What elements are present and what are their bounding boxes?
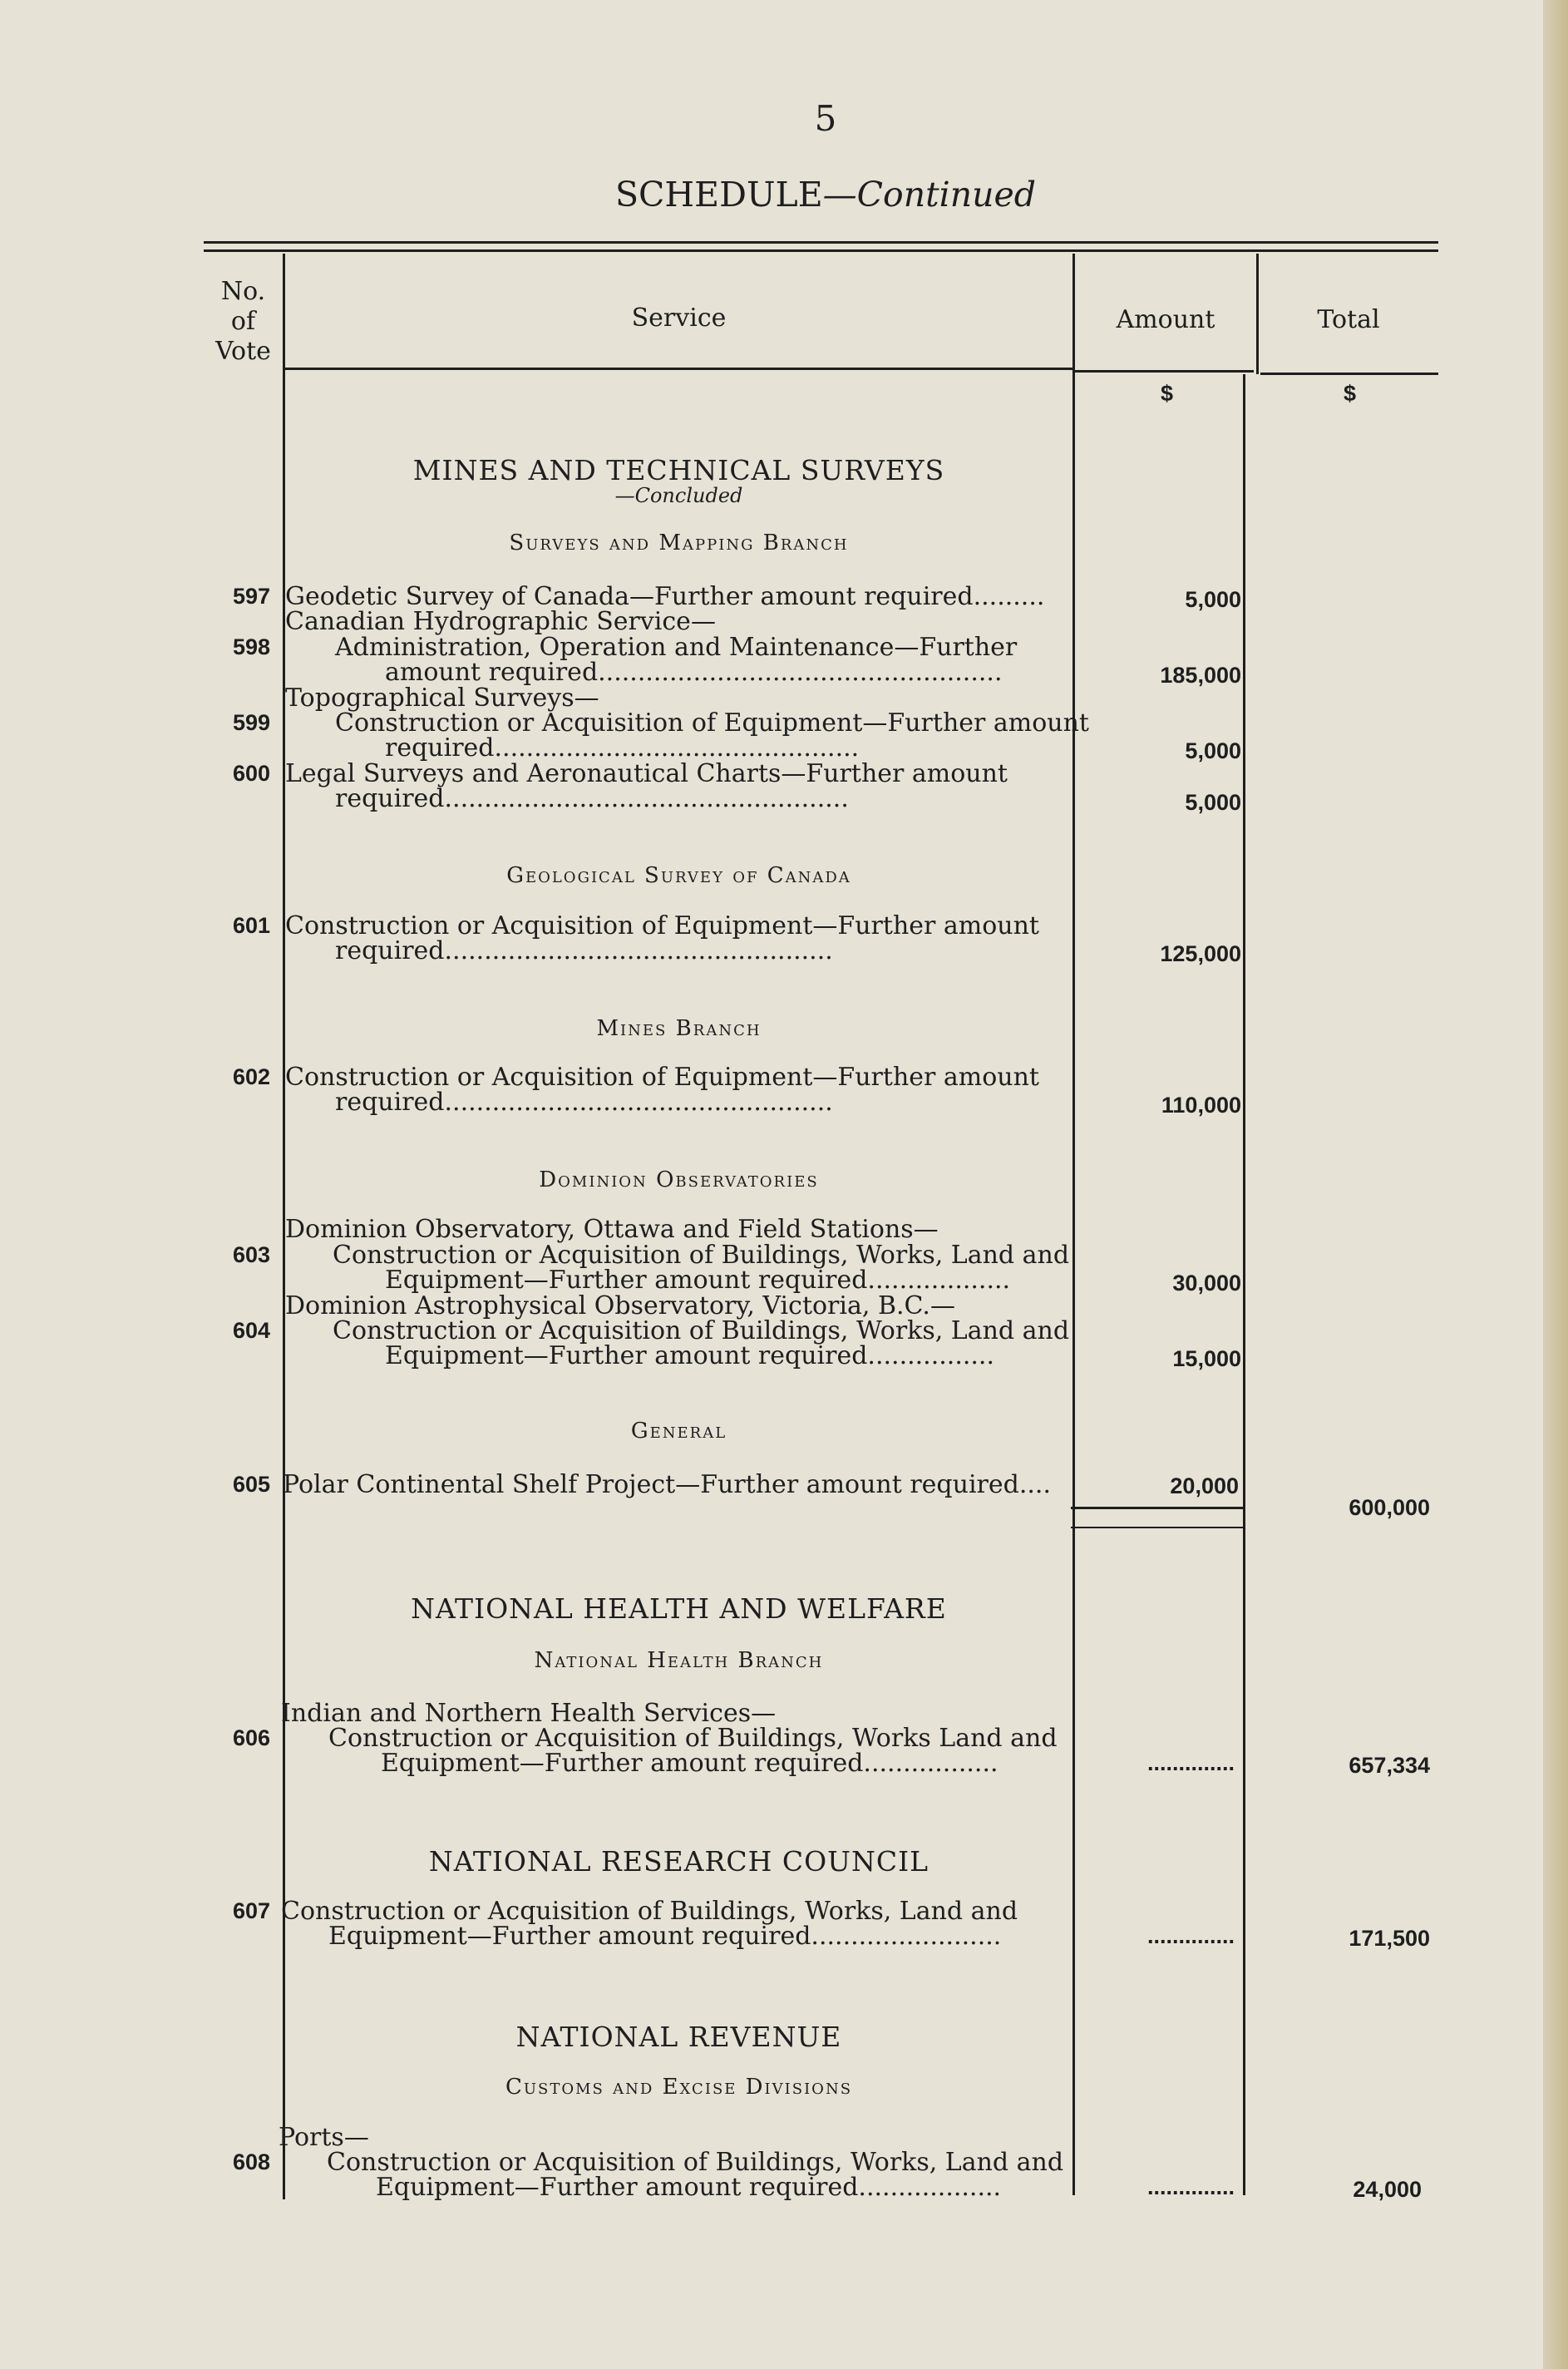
vote-number: 604 bbox=[232, 1318, 270, 1343]
service-text: Legal Surveys and Aeronautical Charts—Further amount bbox=[285, 759, 1008, 788]
branch-heading: National Health Branch bbox=[534, 1648, 824, 1673]
branch-heading: General bbox=[630, 1419, 727, 1444]
vote-number: 602 bbox=[232, 1064, 270, 1089]
vote-number: 608 bbox=[232, 2149, 270, 2174]
amount-value: 185,000 bbox=[1160, 663, 1241, 688]
header-rule-total bbox=[1260, 373, 1438, 375]
branch-heading: Geological Survey of Canada bbox=[506, 863, 851, 888]
total-value: 657,334 bbox=[1349, 1753, 1430, 1778]
branch-heading: Surveys and Mapping Branch bbox=[509, 531, 849, 555]
department-heading: NATIONAL REVENUE bbox=[515, 2021, 842, 2053]
service-text: Construction or Acquisition of Equipment—Further amount bbox=[285, 911, 1039, 940]
amount-value: 5,000 bbox=[1185, 738, 1241, 763]
service-text: Indian and Northern Health Services— bbox=[281, 1699, 777, 1728]
page-edge bbox=[1543, 0, 1568, 2369]
service-text: Polar Continental Shelf Project—Further amount required.... bbox=[283, 1470, 1051, 1499]
vote-number: 605 bbox=[232, 1472, 270, 1497]
amount-value: 5,000 bbox=[1185, 790, 1241, 815]
amount-value: 20,000 bbox=[1170, 1473, 1239, 1498]
service-text: Construction or Acquisition of Buildings, Works, Land and bbox=[281, 1897, 1018, 1926]
vote-number: 597 bbox=[232, 584, 270, 609]
service-text: Topographical Surveys— bbox=[285, 684, 599, 713]
total-value: 171,500 bbox=[1349, 1926, 1430, 1951]
page-number: 5 bbox=[814, 98, 837, 139]
service-text: Dominion Observatory, Ottawa and Field Stations— bbox=[285, 1215, 939, 1244]
subtotal-rule bbox=[1071, 1507, 1245, 1509]
service-text: Equipment—Further amount required.................. bbox=[385, 1266, 1011, 1295]
amount-value: 15,000 bbox=[1172, 1346, 1241, 1371]
service-text: required................................................... bbox=[335, 784, 849, 813]
service-text: required................................................. bbox=[335, 936, 833, 965]
department-heading: MINES AND TECHNICAL SURVEYS bbox=[412, 454, 945, 486]
title-main: SCHEDULE bbox=[614, 175, 823, 215]
service-text: Construction or Acquisition of Equipment—Further amount bbox=[335, 708, 1089, 738]
service-text: Construction or Acquisition of Buildings, Works, Land and bbox=[333, 1241, 1070, 1270]
department-heading: NATIONAL RESEARCH COUNCIL bbox=[428, 1845, 929, 1878]
service-text: Equipment—Further amount required................ bbox=[385, 1341, 995, 1370]
amount-column-header: Amount bbox=[1116, 305, 1215, 334]
amount-sep-rule bbox=[1071, 1527, 1245, 1528]
vote-column-header bbox=[204, 277, 283, 367]
service-text: amount required................................................... bbox=[385, 658, 1003, 687]
amount-value: 110,000 bbox=[1161, 1093, 1241, 1118]
branch-heading: Customs and Excise Divisions bbox=[505, 2075, 853, 2100]
service-text: Equipment—Further amount required........................ bbox=[328, 1922, 1002, 1951]
vote-number: 599 bbox=[232, 710, 270, 735]
vote-number: 601 bbox=[232, 913, 270, 938]
service-text: Canadian Hydrographic Service— bbox=[285, 607, 716, 636]
top-rule-2 bbox=[204, 249, 1438, 252]
amount-leader: .............. bbox=[1146, 2174, 1235, 2199]
department-total: 600,000 bbox=[1349, 1495, 1430, 1520]
service-text: Construction or Acquisition of Equipment—Further amount bbox=[285, 1063, 1039, 1092]
total-value: 24,000 bbox=[1353, 2177, 1422, 2202]
top-rule-1 bbox=[204, 241, 1438, 244]
vote-number: 600 bbox=[232, 761, 270, 786]
amount-value: 125,000 bbox=[1160, 941, 1241, 966]
col-rule-service bbox=[1072, 254, 1075, 2195]
vote-number: 606 bbox=[232, 1725, 270, 1750]
amount-leader: .............. bbox=[1146, 1750, 1235, 1775]
service-text: Construction or Acquisition of Buildings, Works, Land and bbox=[333, 1316, 1070, 1345]
vote-number: 598 bbox=[232, 634, 270, 659]
branch-heading: Mines Branch bbox=[596, 1016, 762, 1041]
service-text: Construction or Acquisition of Buildings, Works Land and bbox=[328, 1724, 1058, 1753]
branch-heading: Dominion Observatories bbox=[539, 1167, 819, 1192]
header-no: No. bbox=[220, 277, 266, 306]
header-of: of bbox=[230, 307, 256, 336]
total-unit: $ bbox=[1344, 381, 1357, 406]
department-heading: NATIONAL HEALTH AND WELFARE bbox=[411, 1592, 947, 1625]
total-column-header: Total bbox=[1317, 305, 1380, 334]
service-column-header: Service bbox=[631, 304, 727, 333]
header-vote: Vote bbox=[215, 337, 271, 366]
header-rule-amount bbox=[1075, 370, 1254, 373]
service-text: Dominion Astrophysical Observatory, Victoria, B.C.— bbox=[285, 1291, 955, 1320]
amount-leader: .............. bbox=[1146, 1923, 1235, 1948]
title-suffix: —Continued bbox=[822, 175, 1037, 215]
vote-number: 603 bbox=[232, 1242, 270, 1267]
col-rule-amount-lower bbox=[1243, 374, 1245, 2195]
service-text: Administration, Operation and Maintenance—Further bbox=[335, 633, 1018, 662]
service-text: Equipment—Further amount required.................. bbox=[376, 2173, 1002, 2202]
service-text: Ports— bbox=[279, 2123, 369, 2152]
service-text: Construction or Acquisition of Buildings, Works, Land and bbox=[327, 2148, 1064, 2177]
amount-value: 30,000 bbox=[1172, 1271, 1241, 1296]
header-rule-service bbox=[283, 368, 1072, 370]
service-text: required.............................................. bbox=[385, 733, 860, 763]
service-text: Equipment—Further amount required................. bbox=[381, 1749, 998, 1778]
page-title bbox=[0, 175, 1568, 215]
vote-number: 607 bbox=[232, 1898, 270, 1923]
service-text: Geodetic Survey of Canada—Further amount required......... bbox=[285, 582, 1045, 611]
amount-unit: $ bbox=[1161, 381, 1174, 406]
department-subheading: —Concluded bbox=[614, 484, 743, 507]
service-text: required................................................. bbox=[335, 1088, 833, 1117]
amount-value: 5,000 bbox=[1185, 587, 1241, 612]
